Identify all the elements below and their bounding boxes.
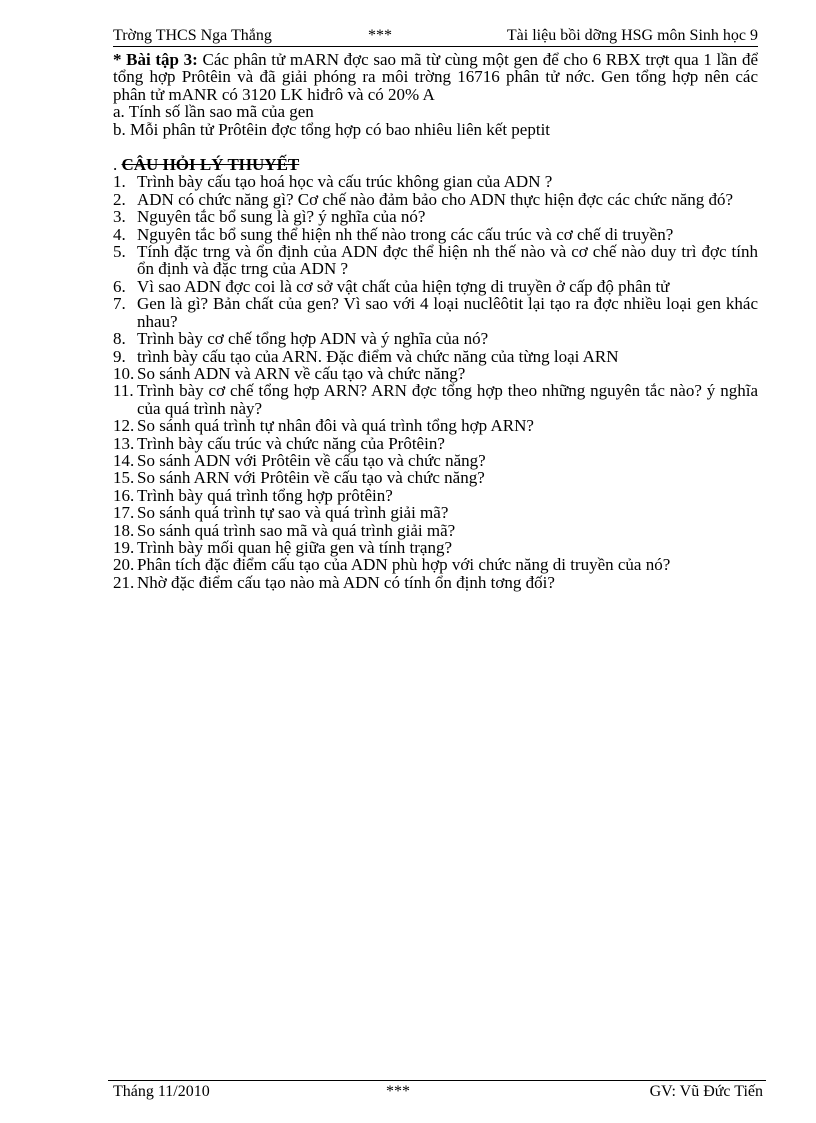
question-number: 3.: [113, 207, 126, 227]
section-title: CÂU HỎI LÝ THUYẾT: [121, 155, 300, 175]
question-text: So sánh ADN với Prôtêin về cấu tạo và chức năng?: [137, 450, 486, 470]
question-number: 18.: [113, 520, 135, 540]
question-number: 20.: [113, 555, 135, 575]
footer-separator: ***: [386, 1083, 410, 1100]
question-item: [113, 504, 758, 521]
question-number: 16.: [113, 485, 135, 505]
question-number: 8.: [113, 329, 126, 349]
exercise-item-b: b. Mỗi phân tử Prôtêin đợc tổng hợp có bao nhiêu liên kết peptit: [113, 119, 551, 139]
footer-date: Tháng 11/2010: [113, 1083, 210, 1100]
question-item: [113, 556, 758, 573]
footer-rule: [108, 1080, 766, 1081]
question-text: Gen là gì? Bản chất của gen? Vì sao với 4 loại nuclêôtit lại tạo ra đợc nhiều loại gen khác nhau?: [137, 294, 758, 331]
question-number: 12.: [113, 416, 135, 436]
question-number: 17.: [113, 503, 135, 523]
question-text: Trình bày cơ chế tổng hợp ADN và ý nghĩa của nó?: [137, 329, 489, 349]
question-number: 2.: [113, 189, 126, 209]
question-number: 13.: [113, 433, 135, 453]
question-number: 9.: [113, 346, 126, 366]
question-number: 1.: [113, 172, 126, 192]
page-body: [113, 51, 758, 591]
question-text: Vì sao ADN đợc coi là cơ sở vật chất của hiện tợng di truyền ở cấp độ phân tử: [137, 276, 670, 296]
question-text: So sánh quá trình tự nhân đôi và quá trình tổng hợp ARN?: [137, 416, 534, 436]
question-text: Trình bày cấu trúc và chức năng của Prôtêin?: [137, 433, 445, 453]
question-text: So sánh ADN và ARN về cấu tạo và chức năng?: [137, 363, 466, 383]
question-number: 5.: [113, 242, 126, 262]
question-text: Trình bày cấu tạo hoá học và cấu trúc không gian của ADN ?: [137, 172, 553, 192]
question-text: trình bày cấu tạo của ARN. Đặc điểm và chức năng của từng loại ARN: [137, 346, 619, 366]
question-text: Nhờ đặc điểm cấu tạo nào mà ADN có tính ổn định tơng đối?: [137, 572, 555, 592]
question-item: [113, 295, 758, 330]
header-school: Trờng THCS Nga Thắng: [113, 27, 272, 44]
page-header: [113, 26, 758, 46]
question-text: Trình bày mối quan hệ giữa gen và tính trạng?: [137, 537, 452, 557]
question-item: [113, 243, 758, 278]
question-number: 11.: [113, 381, 134, 401]
question-item: [113, 435, 758, 452]
question-item: [113, 208, 758, 225]
question-text: So sánh ARN với Prôtêin về cấu tạo và chức năng?: [137, 468, 485, 488]
footer-teacher: GV: Vũ Đức Tiến: [649, 1083, 763, 1100]
question-number: 4.: [113, 224, 126, 244]
question-text: ADN có chức năng gì? Cơ chế nào đảm bảo cho ADN thực hiện đợc các chức năng đó?: [137, 189, 734, 209]
exercise-title: * Bài tập 3:: [113, 50, 198, 69]
question-text: Phân tích đặc điểm cấu tạo của ADN phù hợp với chức năng di truyền của nó?: [137, 555, 671, 575]
question-number: 19.: [113, 537, 135, 557]
question-text: Tính đặc trng và ổn định của ADN đợc thể hiện nh thế nào và cơ chế nào duy trì đợc tính ổn định và đặc trng của ADN ?: [137, 242, 758, 279]
question-item: [113, 469, 758, 486]
question-number: 7.: [113, 294, 126, 314]
header-separator: ***: [368, 27, 392, 44]
section-prefix: .: [113, 155, 122, 175]
question-item: [113, 522, 758, 539]
question-item: [113, 452, 758, 469]
question-item: [113, 365, 758, 382]
page-footer: [113, 1082, 763, 1102]
question-item: [113, 382, 758, 417]
question-number: 21.: [113, 572, 135, 592]
question-item: [113, 487, 758, 504]
question-item: [113, 417, 758, 434]
question-number: 15.: [113, 468, 135, 488]
question-text: Nguyên tắc bổ sung là gì? ý nghĩa của nó?: [137, 207, 426, 227]
question-list: [113, 173, 758, 591]
header-document-title: Tài liệu bồi dỡng HSG môn Sinh học 9: [506, 27, 758, 44]
question-number: 10.: [113, 363, 135, 383]
question-item: [113, 226, 758, 243]
exercise-item-a: a. Tính số lần sao mã của gen: [113, 102, 314, 122]
question-number: 14.: [113, 450, 135, 470]
question-item: [113, 191, 758, 208]
question-item: [113, 173, 758, 190]
question-text: Trình bày quá trình tổng hợp prôtêin?: [137, 485, 393, 505]
exercise-paragraph: [113, 51, 758, 103]
question-text: Trình bày cơ chế tổng hợp ARN? ARN đợc tổng hợp theo những nguyên tắc nào? ý nghĩa của quá trình này?: [137, 381, 758, 418]
question-item: [113, 278, 758, 295]
question-text: So sánh quá trình tự sao và quá trình giải mã?: [137, 503, 449, 523]
question-item: [113, 330, 758, 347]
header-rule: [113, 46, 758, 47]
spacer: [113, 138, 758, 156]
question-text: Nguyên tắc bổ sung thể hiện nh thế nào trong các cấu trúc và cơ chế di truyền?: [137, 224, 674, 244]
question-item: [113, 539, 758, 556]
section-heading: [113, 156, 758, 173]
question-item: [113, 348, 758, 365]
question-text: So sánh quá trình sao mã và quá trình giải mã?: [137, 520, 456, 540]
question-number: 6.: [113, 276, 126, 296]
question-item: [113, 574, 758, 591]
exercise-text: Các phân tử mARN đợc sao mã từ cùng một gen để cho 6 RBX trợt qua 1 lần để tổng hợp Prôtêin và đã giải phóng ra môi trờng 16716 phân tử nớc. Gen tổng hợp nên các phân tử mANR có 3120 LK hiđrô và có 20% A: [113, 50, 759, 104]
